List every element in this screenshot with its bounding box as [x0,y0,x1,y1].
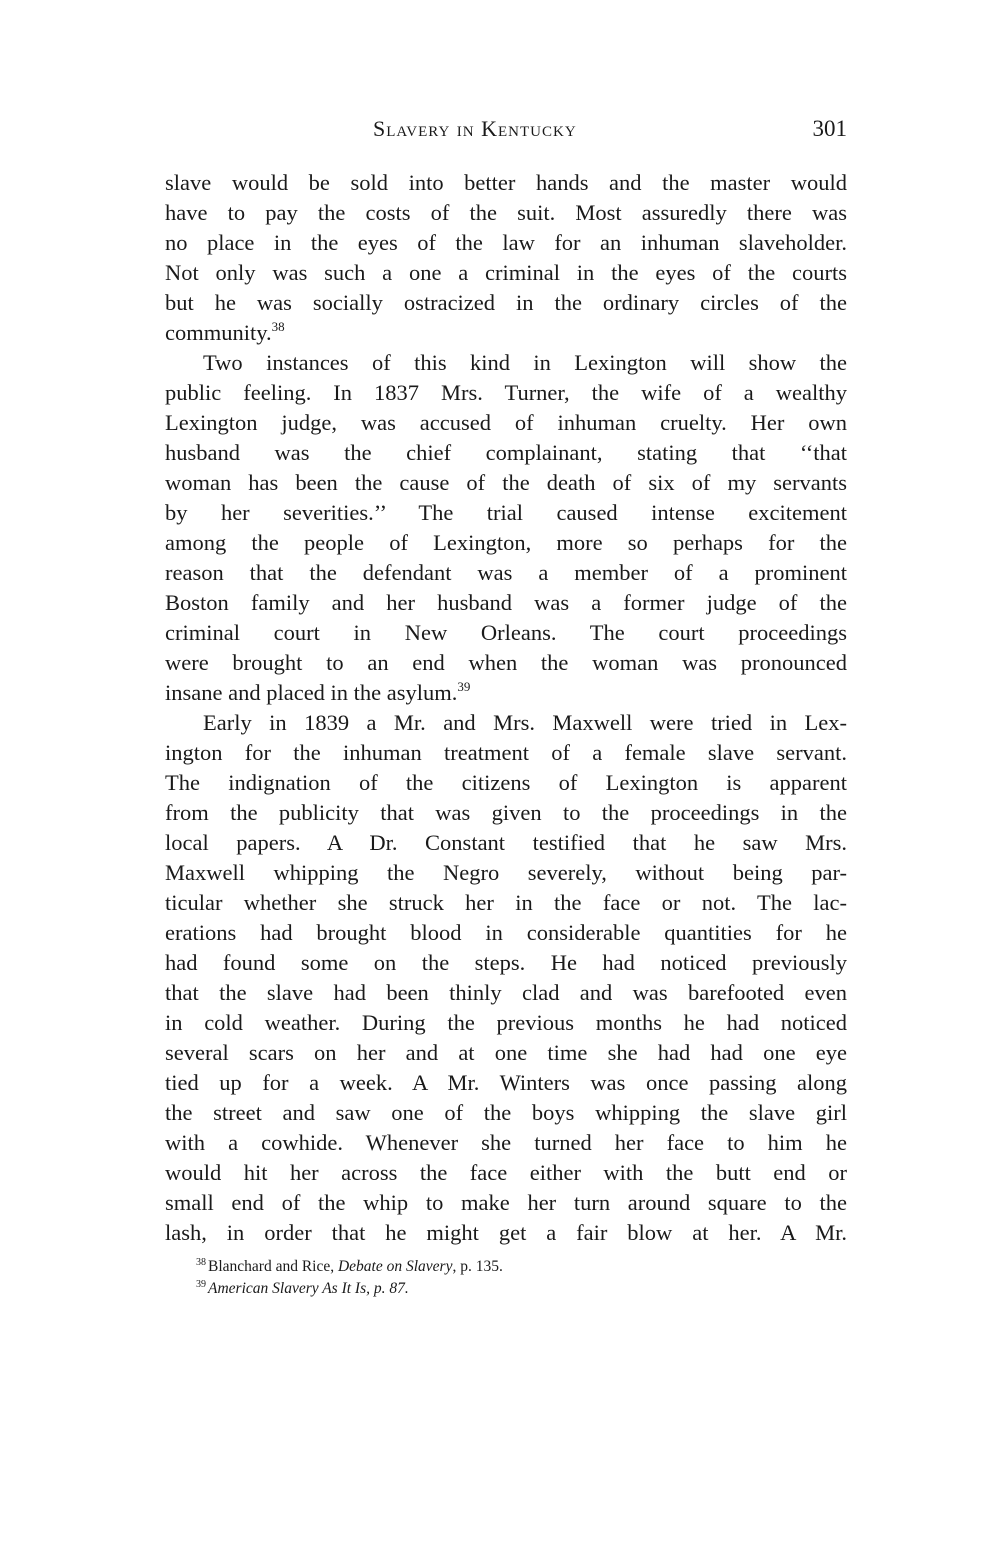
footnote-number: 38 [196,1257,206,1268]
text-line: from the publicity that was given to the proceedings in the [165,800,847,825]
text-line: have to pay the costs of the suit. Most assuredly there was [165,200,847,225]
text-line: Early in 1839 a Mr. and Mrs. Maxwell were tried in Lex- [203,710,847,735]
text-line: among the people of Lexington, more so perhaps for the [165,530,847,555]
text-line: were brought to an end when the woman was pronounced [165,650,847,675]
text-line: erations had brought blood in considerable quantities for he [165,920,847,945]
running-title: Slavery in Kentucky [373,116,577,141]
text-line: in cold weather. During the previous months he had noticed [165,1010,847,1035]
text-line: community.$^{38}$ [165,319,285,345]
text-line: ington for the inhuman treatment of a female slave servant. [165,740,847,765]
text-line: husband was the chief complainant, stating that ‘‘that [165,440,847,465]
footnote-reference: 38 [271,319,285,334]
text-line: woman has been the cause of the death of six of my servants [165,470,847,495]
text-line: ticular whether she struck her in the face or not. The lac- [165,890,847,915]
text-line: had found some on the steps. He had noticed previously [165,950,847,975]
text-line: The indignation of the citizens of Lexington is apparent [165,770,847,795]
text-line: would hit her across the face either with the butt end or [165,1160,847,1185]
text-line: Boston family and her husband was a former judge of the [165,590,847,615]
text-line: but he was socially ostracized in the ordinary circles of the [165,290,847,315]
text-line: several scars on her and at one time she had had one eye [165,1040,847,1065]
text-line: criminal court in New Orleans. The court proceedings [165,620,847,645]
page-number: 301 [812,116,847,141]
text-line: no place in the eyes of the law for an inhuman slaveholder. [165,230,847,255]
text-line: reason that the defendant was a member of a prominent [165,560,847,585]
text-line: local papers. A Dr. Constant testified that he saw Mrs. [165,830,847,855]
text-line: small end of the whip to make her turn around square to the [165,1190,847,1215]
text-line: with a cowhide. Whenever she turned her face to him he [165,1130,847,1155]
text-line: by her severities.’’ The trial caused intense excitement [165,500,847,525]
footnote-number: 39 [196,1279,206,1290]
footnote: $^{38}$ Blanchard and Rice, Debate on Slavery, p. 135. [196,1257,503,1275]
footnote: $^{39}$ American Slavery As It Is, p. 87. [196,1279,409,1297]
footnote-title: American Slavery As It Is [208,1280,367,1297]
text-line: public feeling. In 1837 Mrs. Turner, the wife of a wealthy [165,380,847,405]
text-line: lash, in order that he might get a fair blow at her. A Mr. [165,1220,847,1245]
footnotes [196,1256,836,1300]
text-line: Maxwell whipping the Negro severely, without being par- [165,860,847,885]
text-line: tied up for a week. A Mr. Winters was once passing along [165,1070,847,1095]
text-line: the street and saw one of the boys whipping the slave girl [165,1100,847,1125]
paragraph [165,708,847,1248]
text-line: Two instances of this kind in Lexington will show the [203,350,847,375]
paragraph [165,168,847,348]
paragraph [165,348,847,708]
page-header [165,116,847,148]
text-line: insane and placed in the asylum.$^{39}$ [165,679,471,705]
text-line: that the slave had been thinly clad and was barefooted even [165,980,847,1005]
footnote-reference: 39 [457,679,471,694]
footnote-title: Debate on Slavery [337,1258,453,1275]
text-line: slave would be sold into better hands and the master would [165,170,847,195]
body-text [165,168,847,1248]
text-line: Lexington judge, was accused of inhuman cruelty. Her own [165,410,847,435]
text-line: Not only was such a one a criminal in the eyes of the courts [165,260,847,285]
